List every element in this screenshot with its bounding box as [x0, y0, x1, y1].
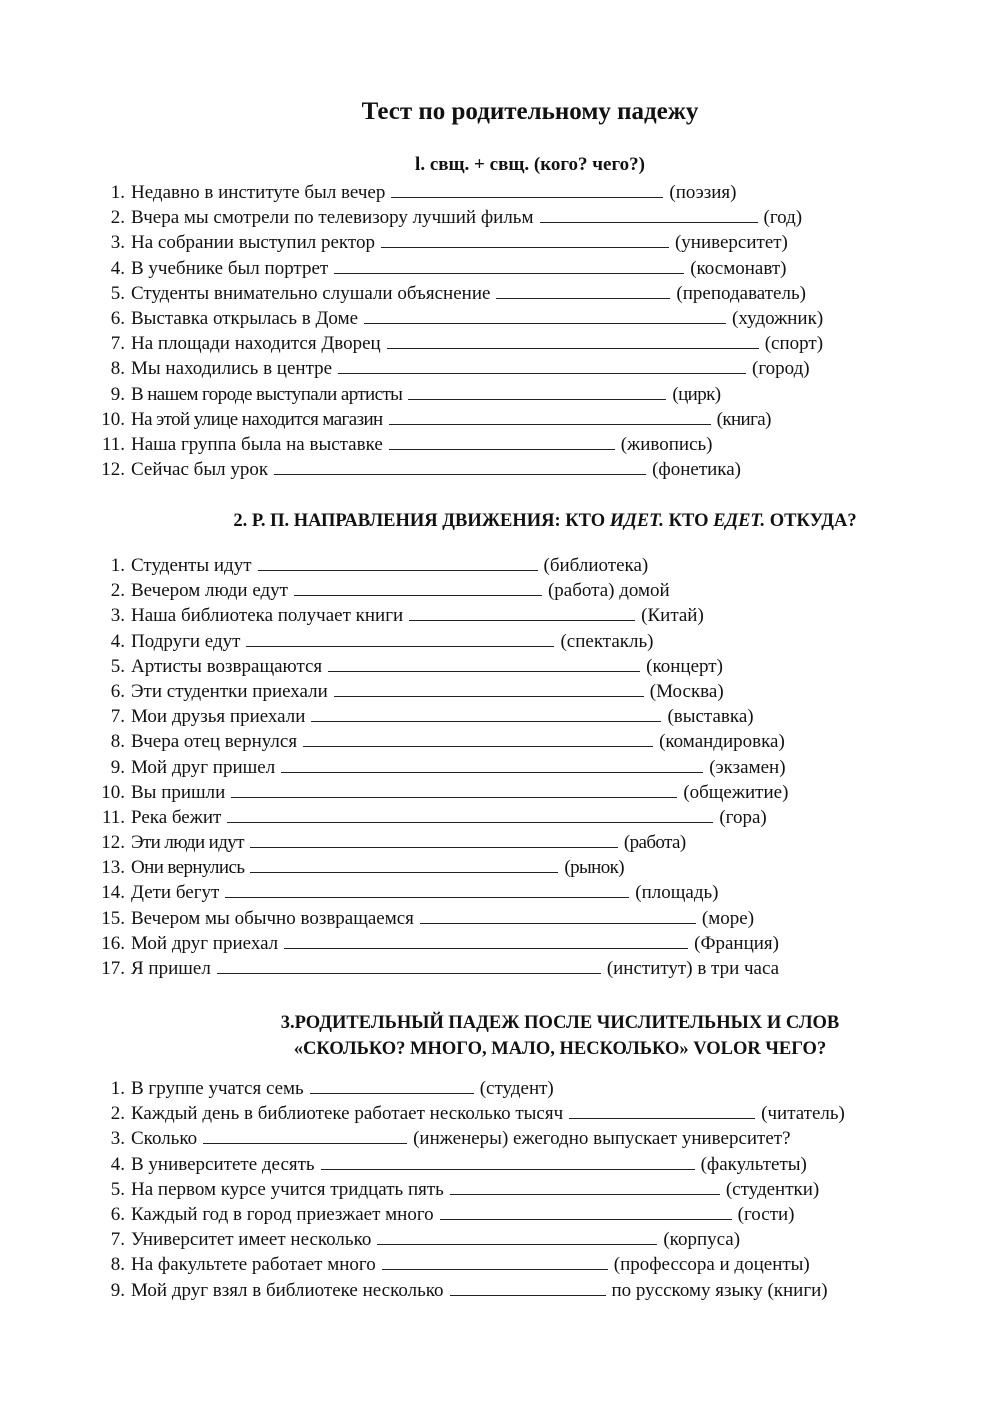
answer-blank[interactable] [310, 1076, 474, 1094]
item-number: 4. [110, 257, 125, 279]
list-item [0, 1202, 1000, 1227]
item-number: 7. [110, 706, 125, 728]
item-hint: (спектакль) [560, 630, 654, 652]
list-item [0, 629, 1000, 654]
item-text: Наша библиотека получает книги [131, 605, 404, 627]
list-item [0, 205, 1000, 230]
item-number: 1. [110, 555, 125, 576]
answer-blank[interactable] [250, 855, 558, 873]
list-item [0, 679, 1000, 704]
item-text: Студенты идут [131, 555, 252, 576]
item-hint: (рынок) [564, 857, 625, 879]
list-item [0, 880, 1000, 905]
heading-part: КТО [663, 511, 714, 531]
item-hint: (гора) [719, 806, 767, 828]
item-number: 15. [101, 907, 125, 929]
item-hint: (студентки) [725, 1178, 820, 1200]
item-number: 4. [110, 1153, 125, 1175]
item-text: Вечером люди едут [131, 580, 288, 602]
section3-heading [0, 1010, 1000, 1062]
list-item [0, 603, 1000, 628]
item-hint: (город) [752, 358, 810, 380]
heading-part: ОТКУДА? [765, 511, 857, 531]
answer-blank[interactable] [203, 1126, 407, 1144]
item-number: 6. [110, 307, 125, 329]
page-title: Тест по родительному падежу [361, 98, 699, 125]
item-number: 10. [101, 781, 125, 803]
section2-list [0, 553, 1000, 981]
item-hint: (книга) [716, 408, 771, 430]
answer-blank[interactable] [389, 432, 615, 450]
item-number: 5. [110, 1178, 125, 1200]
answer-blank[interactable] [450, 1278, 606, 1296]
item-number: 3. [110, 1128, 125, 1150]
heading-part: ИДЕТ. [609, 511, 664, 531]
answer-blank[interactable] [382, 1252, 608, 1270]
item-hint: (общежитие) [683, 781, 789, 803]
item-text: В нашем городе выступали артисты [131, 383, 403, 405]
answer-blank[interactable] [338, 356, 746, 374]
list-item [0, 780, 1000, 805]
list-item [0, 407, 1000, 432]
item-text: В учебнике был портрет [131, 257, 329, 279]
item-text: Сколько [131, 1128, 198, 1150]
item-text: На факультете работает много [131, 1254, 376, 1276]
item-hint: (концерт) [646, 655, 723, 677]
list-item [0, 1227, 1000, 1252]
answer-blank[interactable] [231, 780, 677, 798]
list-item [0, 1278, 1000, 1303]
item-number: 6. [110, 680, 125, 702]
item-text: Мой друг приехал [131, 932, 279, 954]
item-number: 8. [110, 358, 125, 380]
list-item [0, 1252, 1000, 1277]
item-number: 14. [101, 882, 125, 904]
item-hint: (работа) [623, 832, 686, 854]
item-text: Подруги едут [131, 630, 241, 652]
list-item [0, 805, 1000, 830]
item-hint: (студент) [479, 1078, 554, 1099]
item-text: На собрании выступил ректор [131, 232, 375, 254]
item-text: Река бежит [131, 806, 222, 828]
item-hint: (поэзия) [669, 182, 737, 203]
answer-blank[interactable] [389, 407, 711, 425]
item-hint: (гости) [737, 1203, 795, 1225]
answer-blank[interactable] [258, 553, 538, 571]
answer-blank[interactable] [225, 880, 629, 898]
list-item [0, 704, 1000, 729]
item-hint: (цирк) [672, 383, 721, 405]
heading-part: 2. Р. П. НАПРАВЛЕНИЯ ДВИЖЕНИЯ: КТО [233, 511, 610, 531]
answer-blank[interactable] [381, 230, 669, 248]
item-hint: (живопись) [620, 433, 713, 455]
item-number: 9. [110, 1279, 125, 1301]
list-item [0, 729, 1000, 754]
list-item [0, 331, 1000, 356]
list-item [0, 956, 1000, 981]
item-hint: (художник) [732, 307, 824, 329]
item-number: 9. [110, 756, 125, 778]
list-item [0, 654, 1000, 679]
item-text: Сейчас был урок [131, 459, 269, 481]
item-text: Вчера мы смотрели по телевизору лучший фильм [131, 207, 534, 229]
item-number: 7. [110, 1229, 125, 1251]
answer-blank[interactable] [294, 578, 542, 596]
item-text: Эти люди идут [131, 832, 244, 854]
item-text: Мой друг пришел [131, 756, 276, 778]
item-text: Каждый год в город приезжает много [131, 1203, 434, 1225]
section1-heading: l. свщ. + свщ. (кого? чего?) [415, 154, 645, 175]
item-text: Артисты возвращаются [131, 655, 323, 677]
item-number: 17. [101, 958, 125, 979]
item-number: 12. [101, 459, 125, 481]
item-hint: (Китай) [641, 605, 704, 627]
item-number: 2. [110, 1103, 125, 1125]
item-number: 11. [101, 433, 125, 455]
item-number: 7. [110, 333, 125, 355]
list-item [0, 931, 1000, 956]
list-item [0, 432, 1000, 457]
item-number: 8. [110, 1254, 125, 1276]
item-hint: (преподаватель) [676, 282, 806, 304]
item-hint: (море) [701, 907, 755, 929]
answer-blank[interactable] [391, 180, 663, 198]
answer-blank[interactable] [217, 956, 601, 974]
item-text: Вчера отец вернулся [131, 731, 298, 753]
item-text: На первом курсе учится тридцать пять [131, 1178, 444, 1200]
item-number: 8. [110, 731, 125, 753]
list-item [0, 906, 1000, 931]
item-hint: по русскому языку (книги) [611, 1279, 828, 1301]
answer-blank[interactable] [569, 1101, 755, 1119]
answer-blank[interactable] [281, 755, 703, 773]
item-hint: (Франция) [694, 932, 779, 954]
item-text: Мои друзья приехали [131, 706, 306, 728]
item-text: Вы пришли [131, 781, 226, 803]
answer-blank[interactable] [227, 805, 713, 823]
item-hint: (фонетика) [652, 459, 741, 481]
answer-blank[interactable] [420, 906, 696, 924]
item-number: 2. [110, 580, 125, 602]
item-number: 5. [110, 655, 125, 677]
answer-blank[interactable] [387, 331, 759, 349]
item-text: На этой улице находится магазин [131, 408, 383, 430]
item-text: Наша группа была на выставке [131, 433, 383, 455]
item-hint: (экзамен) [709, 756, 786, 778]
list-item [0, 230, 1000, 255]
item-text: Я пришел [131, 958, 211, 979]
item-hint: (институт) в три часа [606, 958, 780, 979]
item-number: 9. [110, 383, 125, 405]
item-hint: (инженеры) ежегодно выпускает университет? [413, 1128, 791, 1150]
item-number: 3. [110, 605, 125, 627]
answer-blank[interactable] [496, 281, 670, 299]
item-text: Мой друг взял в библиотеке несколько [131, 1279, 444, 1301]
item-hint: (выставка) [667, 706, 754, 728]
answer-blank[interactable] [409, 603, 635, 621]
item-number: 1. [110, 182, 125, 203]
list-item [0, 256, 1000, 281]
list-item [0, 855, 1000, 880]
item-hint: (командировка) [659, 731, 785, 753]
item-text: Эти студентки приехали [131, 680, 328, 702]
item-hint: (читатель) [761, 1103, 845, 1125]
item-number: 5. [110, 282, 125, 304]
list-item [0, 356, 1000, 381]
answer-blank[interactable] [321, 1152, 695, 1170]
list-item [0, 180, 1000, 205]
answer-blank[interactable] [450, 1177, 720, 1195]
item-text: Они вернулись [131, 857, 245, 879]
list-item [0, 382, 1000, 407]
item-number: 11. [101, 806, 125, 828]
item-hint: (корпуса) [663, 1229, 741, 1251]
item-text: Студенты внимательно слушали объяснение [131, 282, 491, 304]
answer-blank[interactable] [311, 704, 661, 722]
answer-blank[interactable] [334, 679, 644, 697]
answer-blank[interactable] [303, 729, 653, 747]
list-item [0, 578, 1000, 603]
answer-blank[interactable] [364, 306, 726, 324]
item-text: Вечером мы обычно возвращаемся [131, 907, 414, 929]
item-number: 10. [101, 408, 125, 430]
item-hint: (площадь) [635, 882, 719, 904]
heading-part: ЕДЕТ. [713, 511, 766, 531]
item-hint: (год) [763, 207, 803, 229]
answer-blank[interactable] [540, 205, 758, 223]
heading-line: 3.РОДИТЕЛЬНЫЙ ПАДЕЖ ПОСЛЕ ЧИСЛИТЕЛЬНЫХ И СЛОВ [280, 1013, 840, 1033]
item-hint: (Москва) [649, 680, 724, 702]
answer-blank[interactable] [274, 457, 646, 475]
answer-blank[interactable] [250, 830, 618, 848]
item-hint: (библиотека) [543, 555, 649, 576]
answer-blank[interactable] [284, 931, 688, 949]
item-text: Недавно в институте был вечер [131, 182, 386, 203]
item-hint: (спорт) [764, 333, 824, 355]
answer-blank[interactable] [246, 629, 554, 647]
item-number: 3. [110, 232, 125, 254]
heading-line: «СКОЛЬКО? МНОГО, МАЛО, НЕСКОЛЬКО» VOLOR ЧЕГО? [293, 1039, 827, 1059]
answer-blank[interactable] [377, 1227, 657, 1245]
list-item [0, 1076, 1000, 1101]
answer-blank[interactable] [440, 1202, 732, 1220]
item-text: Каждый день в библиотеке работает несколько тысяч [131, 1103, 564, 1125]
item-number: 4. [110, 630, 125, 652]
item-hint: (факультеты) [700, 1153, 807, 1175]
answer-blank[interactable] [328, 654, 640, 672]
item-hint: (профессора и доценты) [613, 1254, 810, 1276]
list-item [0, 281, 1000, 306]
item-hint: (университет) [674, 232, 788, 254]
item-hint: (работа) домой [547, 580, 670, 602]
answer-blank[interactable] [408, 382, 666, 400]
section3-list [0, 1076, 1000, 1303]
item-number: 16. [101, 932, 125, 954]
list-item [0, 553, 1000, 578]
list-item [0, 1152, 1000, 1177]
item-text: Дети бегут [131, 882, 220, 904]
list-item [0, 457, 1000, 482]
section2-heading [0, 508, 1000, 534]
list-item [0, 306, 1000, 331]
list-item [0, 830, 1000, 855]
item-text: В университете десять [131, 1153, 315, 1175]
item-number: 6. [110, 1203, 125, 1225]
item-hint: (космонавт) [690, 257, 787, 279]
list-item [0, 755, 1000, 780]
item-number: 13. [101, 857, 125, 879]
item-number: 1. [110, 1078, 125, 1099]
item-text: Выставка открылась в Доме [131, 307, 359, 329]
section1-list [0, 180, 1000, 482]
list-item [0, 1101, 1000, 1126]
list-item [0, 1126, 1000, 1151]
item-text: Мы находились в центре [131, 358, 333, 380]
item-text: Университет имеет несколько [131, 1229, 372, 1251]
item-number: 12. [101, 832, 125, 854]
item-text: На площади находится Дворец [131, 333, 381, 355]
list-item [0, 1177, 1000, 1202]
item-number: 2. [110, 207, 125, 229]
item-text: В группе учатся семь [131, 1078, 304, 1099]
answer-blank[interactable] [334, 256, 684, 274]
